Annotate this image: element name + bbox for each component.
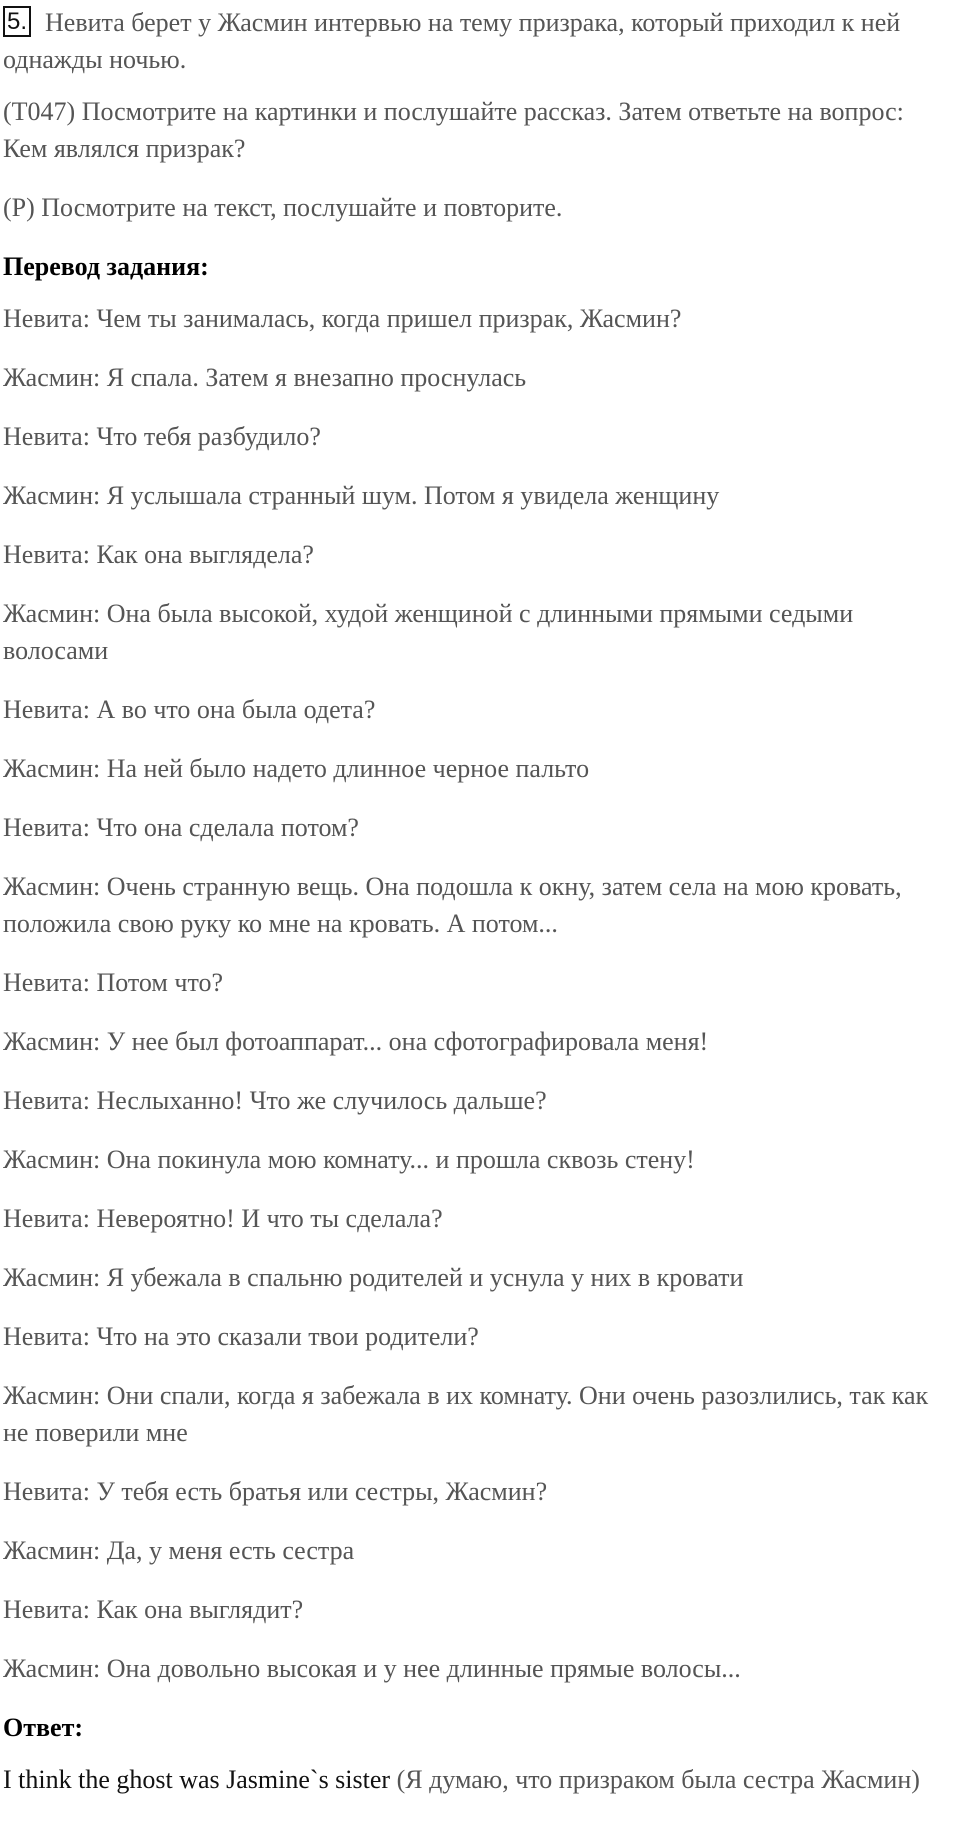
translation-heading: Перевод задания: — [3, 252, 209, 281]
task-intro — [3, 4, 953, 78]
dialogue-line: Жасмин: Да, у меня есть сестра — [3, 1536, 355, 1565]
answer-english: I think the ghost was Jasmine`s sister — [3, 1765, 391, 1794]
dialogue-line: Невита: Потом что? — [3, 968, 223, 997]
dialogue-line: Жасмин: Она была высокой, худой женщиной с длинными прямыми седыми волосами — [3, 599, 854, 665]
answer-heading: Ответ: — [3, 1713, 84, 1742]
dialogue-line: Невита: Невероятно! И что ты сделала? — [3, 1204, 443, 1233]
answer-russian: (Я думаю, что призраком была сестра Жасмин) — [390, 1765, 920, 1794]
dialogue-line: Невита: Как она выглядит? — [3, 1595, 304, 1624]
task-intro-text: Невита берет у Жасмин интервью на тему призрака, который приходил к ней однажды ночью. — [3, 8, 901, 74]
dialogue-line: Невита: Неслыханно! Что же случилось дальше? — [3, 1086, 547, 1115]
dialogue-line: Жасмин: Я услышала странный шум. Потом я увидела женщину — [3, 481, 720, 510]
answer-text — [3, 1761, 953, 1798]
task-number: 5. — [3, 6, 31, 37]
dialogue-line: Невита: Что тебя разбудило? — [3, 422, 321, 451]
task-instruction-listen: (T047) Посмотрите на картинки и послушайте рассказ. Затем ответьте на вопрос: Кем являлся призрак? — [3, 97, 904, 163]
task-instruction-repeat: (P) Посмотрите на текст, послушайте и повторите. — [3, 193, 563, 222]
dialogue-line: Жасмин: Я спала. Затем я внезапно проснулась — [3, 363, 527, 392]
dialogue-line: Невита: Чем ты занималась, когда пришел призрак, Жасмин? — [3, 304, 682, 333]
dialogue-line: Невита: У тебя есть братья или сестры, Жасмин? — [3, 1477, 548, 1506]
dialogue-line: Невита: Что на это сказали твои родители? — [3, 1322, 479, 1351]
dialogue-line: Жасмин: У нее был фотоаппарат... она сфотографировала меня! — [3, 1027, 709, 1056]
dialogue-line: Невита: Что она сделала потом? — [3, 813, 359, 842]
dialogue-line: Жасмин: Они спали, когда я забежала в их комнату. Они очень разозлились, так как не поверили мне — [3, 1381, 929, 1447]
dialogue-line: Жасмин: Она довольно высокая и у нее длинные прямые волосы... — [3, 1654, 741, 1683]
dialogue-line: Жасмин: На ней было надето длинное черное пальто — [3, 754, 590, 783]
dialogue — [3, 300, 960, 1687]
dialogue-line: Жасмин: Я убежала в спальню родителей и уснула у них в кровати — [3, 1263, 744, 1292]
dialogue-line: Жасмин: Очень странную вещь. Она подошла к окну, затем села на мою кровать, положила свою руку ко мне на кровать. А потом... — [3, 872, 902, 938]
dialogue-line: Жасмин: Она покинула мою комнату... и прошла сквозь стену! — [3, 1145, 695, 1174]
dialogue-line: Невита: А во что она была одета? — [3, 695, 376, 724]
dialogue-line: Невита: Как она выглядела? — [3, 540, 314, 569]
